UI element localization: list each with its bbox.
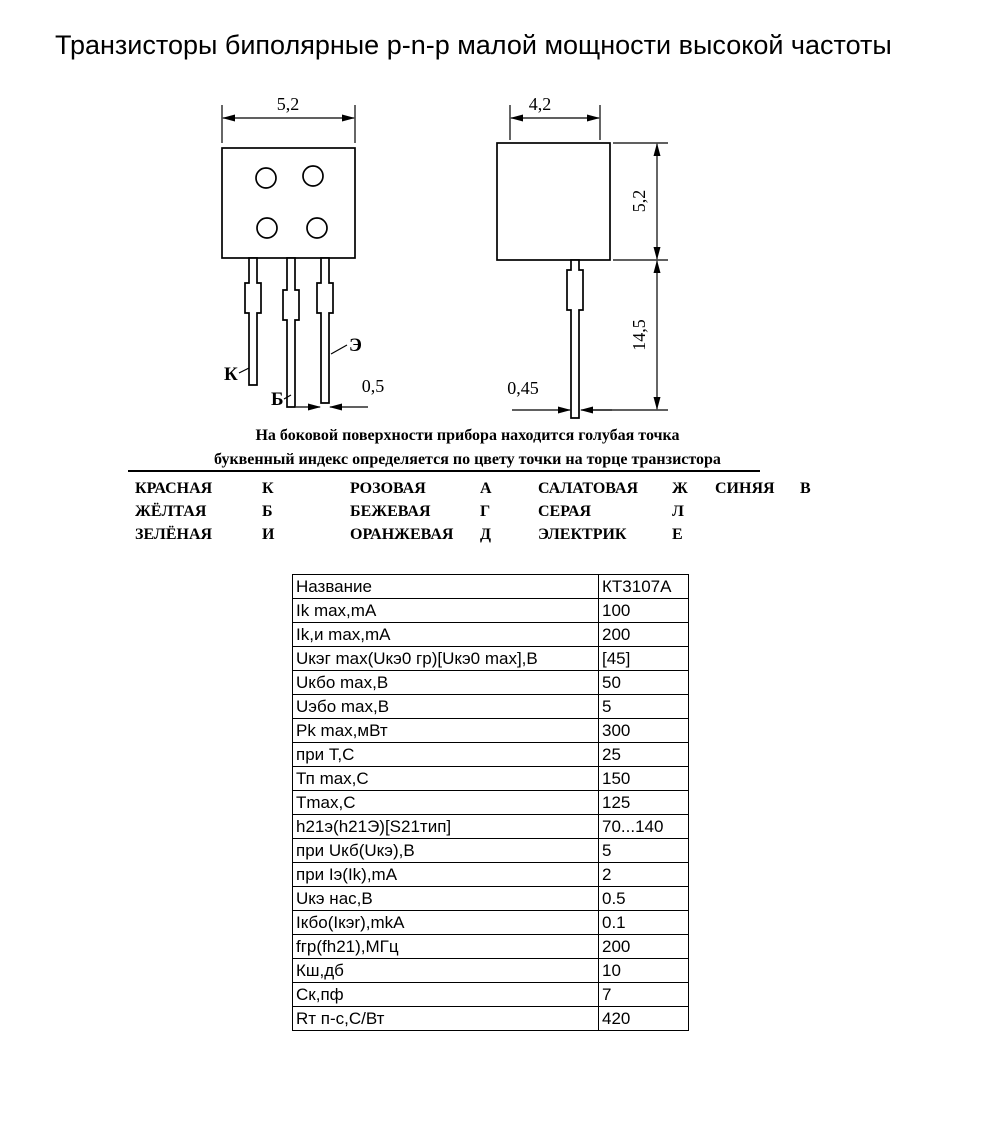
table-row <box>293 935 689 959</box>
lead-side-view <box>567 260 583 418</box>
color-cell: БЕЖЕВАЯ <box>350 502 431 520</box>
color-cell: САЛАТОВАЯ <box>538 479 639 497</box>
param-value: 200 <box>599 935 689 959</box>
table-row <box>293 719 689 743</box>
table-row <box>293 863 689 887</box>
param-name: Кш,дб <box>293 959 599 983</box>
param-name: при Uкб(Uкэ),В <box>293 839 599 863</box>
param-value: 0.1 <box>599 911 689 935</box>
param-name: h21э(h21Э)[S21тип] <box>293 815 599 839</box>
table-row <box>293 911 689 935</box>
param-name: fгр(fh21),МГц <box>293 935 599 959</box>
table-row <box>293 767 689 791</box>
param-value: 50 <box>599 671 689 695</box>
param-name: Ik max,mA <box>293 599 599 623</box>
param-value: 100 <box>599 599 689 623</box>
param-value: 125 <box>599 791 689 815</box>
package-drawings <box>0 85 1000 430</box>
side-view-drawing <box>497 94 668 418</box>
body-hole <box>307 218 327 238</box>
pin-label-base: Б <box>271 389 284 410</box>
color-cell: КРАСНАЯ <box>135 479 213 497</box>
table-row <box>293 743 689 767</box>
param-name: Uкэ нас,В <box>293 887 599 911</box>
param-name: Rт п-с,С/Вт <box>293 1007 599 1031</box>
table-row <box>293 599 689 623</box>
param-value: 25 <box>599 743 689 767</box>
color-cell: А <box>480 479 492 497</box>
lead-collector <box>245 258 261 385</box>
leader-line <box>331 345 347 354</box>
body-hole <box>256 168 276 188</box>
dim-label-lead-length: 14,5 <box>629 319 649 351</box>
table-row <box>293 959 689 983</box>
color-cell: ОРАНЖЕВАЯ <box>350 525 454 543</box>
color-cell: ЗЕЛЁНАЯ <box>135 525 213 543</box>
dim-label-side-width: 4,2 <box>528 94 552 114</box>
color-cell: Г <box>480 502 491 520</box>
table-row <box>293 623 689 647</box>
dim-label-side-height: 5,2 <box>629 189 649 213</box>
dim-label-front-width: 5,2 <box>276 94 300 114</box>
color-cell: ЭЛЕКТРИК <box>538 525 627 543</box>
param-name: Uкбо max,В <box>293 671 599 695</box>
table-row <box>293 671 689 695</box>
notes-block <box>0 424 935 472</box>
param-value: 5 <box>599 695 689 719</box>
param-name: при Т,С <box>293 743 599 767</box>
param-name: Тп max,С <box>293 767 599 791</box>
package-body-side <box>497 143 610 260</box>
page-title: Транзисторы биполярные p-n-p малой мощности высокой частоты <box>55 30 892 60</box>
color-cell: К <box>262 479 274 497</box>
body-hole <box>303 166 323 186</box>
leader-line <box>239 368 249 373</box>
param-value: 150 <box>599 767 689 791</box>
color-cell: СИНЯЯ <box>715 479 775 497</box>
param-value: 7 <box>599 983 689 1007</box>
color-cell: РОЗОВАЯ <box>350 479 426 497</box>
front-view-drawing <box>222 94 384 410</box>
param-value: 420 <box>599 1007 689 1031</box>
table-row <box>293 695 689 719</box>
color-cell: ЖЁЛТАЯ <box>135 502 207 520</box>
divider-line <box>128 470 760 472</box>
table-row <box>293 647 689 671</box>
pin-label-collector: К <box>224 364 238 385</box>
table-row <box>293 983 689 1007</box>
lead-emitter <box>317 258 333 403</box>
param-value: 70...140 <box>599 815 689 839</box>
table-row <box>293 575 689 599</box>
table-row <box>293 815 689 839</box>
table-row <box>293 887 689 911</box>
param-value: [45] <box>599 647 689 671</box>
param-name: Pk max,мВт <box>293 719 599 743</box>
param-name: Ск,пф <box>293 983 599 1007</box>
param-name: Ik,и max,mA <box>293 623 599 647</box>
color-cell: В <box>800 479 811 497</box>
dim-label-front-lead-width: 0,5 <box>361 376 385 396</box>
table-row <box>293 839 689 863</box>
dim-label-side-lead-width: 0,45 <box>507 378 539 398</box>
param-name: Uэбо max,В <box>293 695 599 719</box>
table-row <box>293 1007 689 1031</box>
param-value: 5 <box>599 839 689 863</box>
color-cell: Б <box>262 502 273 520</box>
color-cell: Д <box>480 525 492 543</box>
param-name: Название <box>293 575 599 599</box>
pin-label-emitter: Э <box>349 335 362 356</box>
param-value: 10 <box>599 959 689 983</box>
param-value: 0.5 <box>599 887 689 911</box>
lead-base <box>283 258 299 407</box>
color-cell: И <box>262 525 275 543</box>
color-cell: Е <box>672 525 683 543</box>
param-value: 200 <box>599 623 689 647</box>
package-body-front <box>222 148 355 258</box>
parameters-table <box>292 574 689 1031</box>
body-hole <box>257 218 277 238</box>
note-line-2: буквенный индекс определяется по цвету точки на торце транзистора <box>214 451 721 468</box>
color-code-table <box>135 477 860 546</box>
table-row <box>293 791 689 815</box>
param-name: Uкэг max(Uкэ0 гр)[Uкэ0 max],В <box>293 647 599 671</box>
param-value: 2 <box>599 863 689 887</box>
color-cell: Л <box>672 502 684 520</box>
param-name: Iкбо(Iкэr),mkA <box>293 911 599 935</box>
param-name: при Iэ(Ik),mA <box>293 863 599 887</box>
color-cell: СЕРАЯ <box>538 502 592 520</box>
param-value: КТ3107А <box>599 575 689 599</box>
color-cell: Ж <box>672 479 688 497</box>
note-line-1: На боковой поверхности прибора находится голубая точка <box>255 427 680 444</box>
param-value: 300 <box>599 719 689 743</box>
param-name: Tmax,С <box>293 791 599 815</box>
